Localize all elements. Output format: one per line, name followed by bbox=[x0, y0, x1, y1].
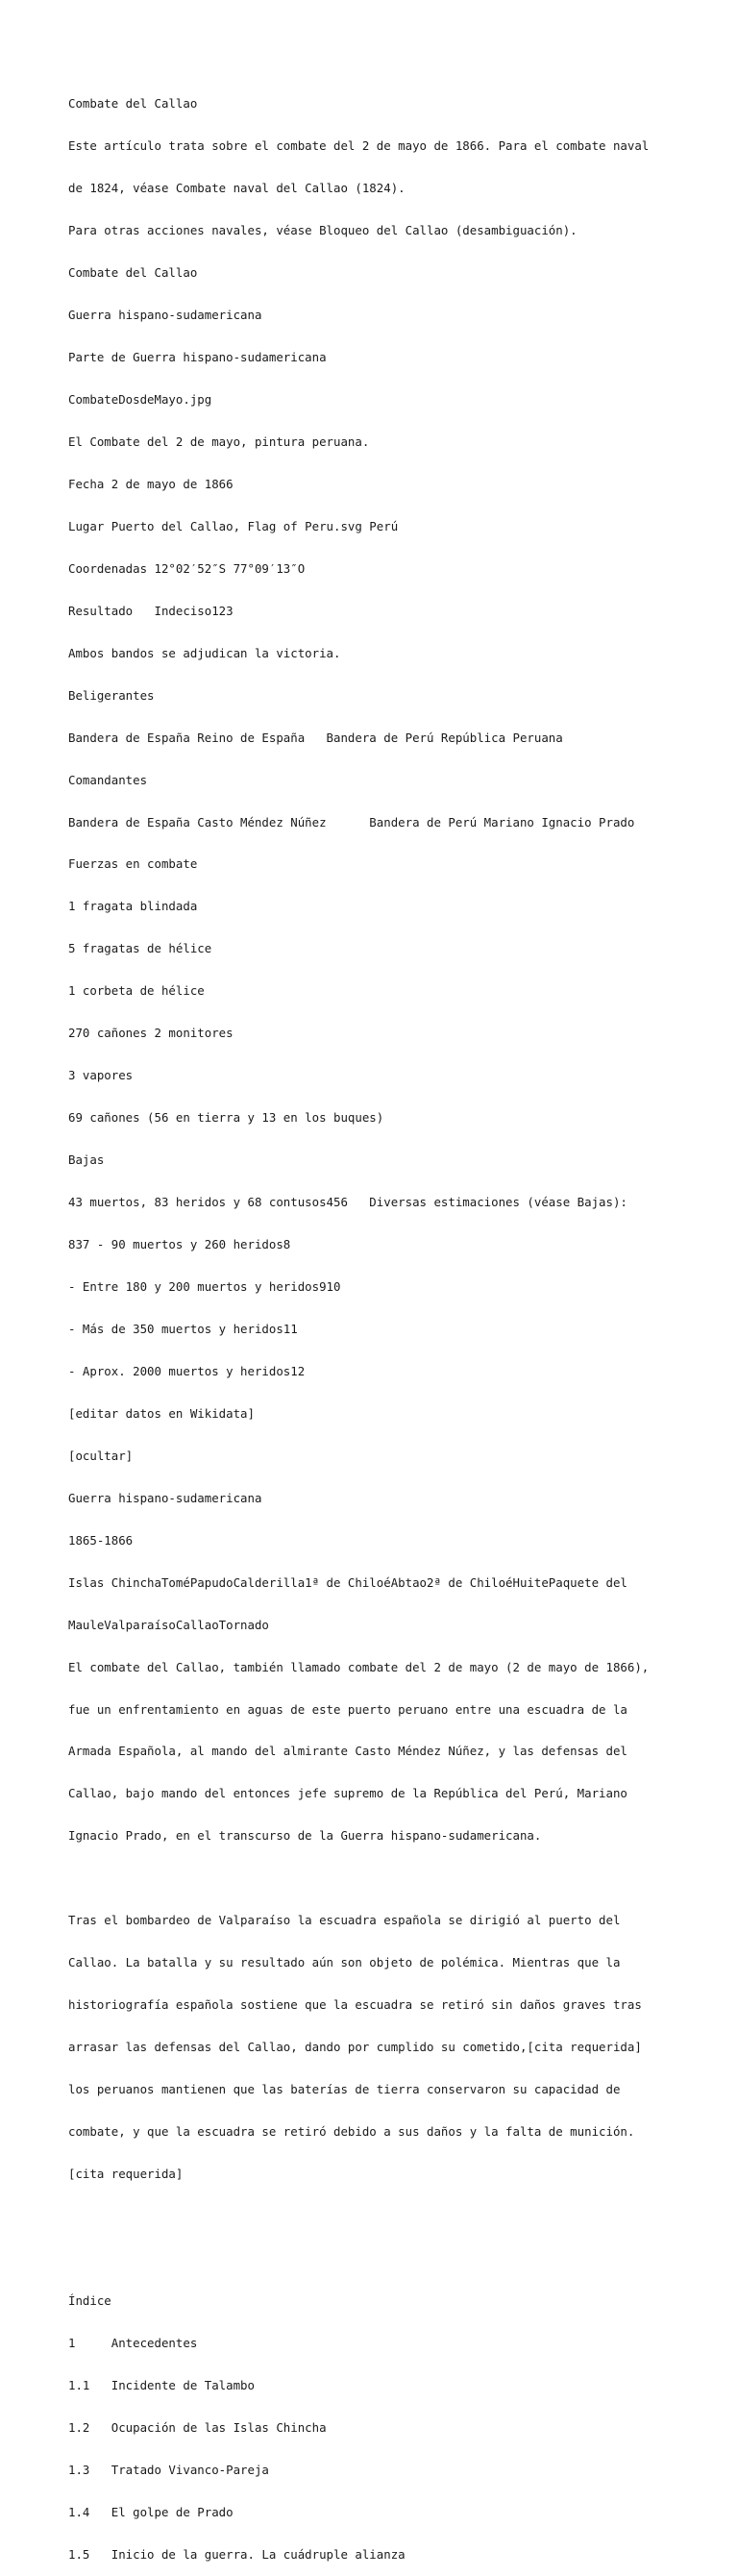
intro-paragraph-line: El combate del Callao, también llamado combate del 2 de mayo (2 de mayo de 1866), bbox=[68, 1659, 650, 1674]
infobox-casualties-heading: Bajas bbox=[68, 1152, 105, 1168]
edit-wikidata-link[interactable]: [editar datos en Wikidata] bbox=[68, 1405, 255, 1421]
second-paragraph-line: Tras el bombardeo de Valparaíso la escuadra española se dirigió al puerto del bbox=[68, 1913, 621, 1928]
infobox-war: Guerra hispano-sudamericana bbox=[68, 308, 262, 323]
intro-paragraph-line: Callao, bajo mando del entonces jefe supremo de la República del Perú, Mariano bbox=[68, 1786, 627, 1801]
infobox-commanders-heading: Comandantes bbox=[68, 772, 148, 787]
navbox-years: 1865-1866 bbox=[68, 1532, 134, 1548]
navbox-battles: MauleValparaísoCallaoTornado bbox=[68, 1617, 269, 1632]
document-body bbox=[68, 69, 683, 2576]
infobox-forces-item: 1 fragata blindada bbox=[68, 899, 198, 914]
second-paragraph-line: Callao. La batalla y su resultado aún son objeto de polémica. Mientras que la bbox=[68, 1955, 621, 1970]
navbox-battles: Islas ChinchaToméPapudoCalderilla1ª de ChiloéAbtao2ª de ChiloéHuitePaquete del bbox=[68, 1574, 627, 1590]
toc-item[interactable]: 1.1 Incidente de Talambo bbox=[68, 2377, 255, 2392]
toc-item[interactable]: 1 Antecedentes bbox=[68, 2335, 198, 2350]
infobox-commanders: Bandera de España Casto Méndez Núñez Bandera de Perú Mariano Ignacio Prado bbox=[68, 814, 635, 830]
infobox-date: Fecha 2 de mayo de 1866 bbox=[68, 476, 234, 491]
infobox-casualties-item: 837 - 90 muertos y 260 heridos8 bbox=[68, 1237, 291, 1252]
second-paragraph-line: historiografía española sostiene que la escuadra se retiró sin daños graves tras bbox=[68, 1997, 642, 2013]
toc-heading: Índice bbox=[68, 2292, 111, 2308]
infobox-casualties-item: - Entre 180 y 200 muertos y heridos910 bbox=[68, 1279, 341, 1294]
infobox-place: Lugar Puerto del Callao, Flag of Peru.svg Perú bbox=[68, 518, 399, 533]
intro-paragraph-line: Ignacio Prado, en el transcurso de la Guerra hispano-sudamericana. bbox=[68, 1828, 542, 1844]
infobox-part-of: Parte de Guerra hispano-sudamericana bbox=[68, 350, 327, 365]
toc-item[interactable]: 1.2 Ocupación de las Islas Chincha bbox=[68, 2419, 327, 2435]
infobox-belligerents-heading: Beligerantes bbox=[68, 687, 155, 703]
citation-needed: [cita requerida] bbox=[68, 2167, 184, 2182]
second-paragraph-line: los peruanos mantienen que las baterías de tierra conservaron su capacidad de bbox=[68, 2082, 621, 2097]
document-title: Combate del Callao bbox=[68, 96, 198, 111]
infobox-coordinates: Coordenadas 12°02′52″S 77°09′13″O bbox=[68, 560, 306, 576]
infobox-casualties-item: 43 muertos, 83 heridos y 68 contusos456 Diversas estimaciones (véase Bajas): bbox=[68, 1195, 627, 1210]
intro-paragraph-line: Armada Española, al mando del almirante Casto Méndez Núñez, y las defensas del bbox=[68, 1744, 627, 1759]
navbox-title: Guerra hispano-sudamericana bbox=[68, 1490, 262, 1505]
infobox-forces-heading: Fuerzas en combate bbox=[68, 856, 198, 872]
blank-line bbox=[68, 2252, 683, 2266]
disambiguation-note: de 1824, véase Combate naval del Callao (1824). bbox=[68, 181, 406, 196]
toc-item[interactable]: 1.3 Tratado Vivanco-Pareja bbox=[68, 2462, 269, 2477]
infobox-forces-item: 1 corbeta de hélice bbox=[68, 983, 205, 999]
toc-item[interactable]: 1.5 Inicio de la guerra. La cuádruple alianza bbox=[68, 2546, 406, 2562]
blank-line bbox=[68, 2210, 683, 2224]
toc-item[interactable]: 1.4 El golpe de Prado bbox=[68, 2504, 234, 2519]
infobox-title: Combate del Callao bbox=[68, 265, 198, 281]
infobox-image-name: CombateDosdeMayo.jpg bbox=[68, 391, 212, 407]
disambiguation-note: Para otras acciones navales, véase Bloqueo del Callao (desambiguación). bbox=[68, 223, 578, 238]
infobox-result-note: Ambos bandos se adjudican la victoria. bbox=[68, 645, 341, 660]
second-paragraph-line: combate, y que la escuadra se retiró debido a sus daños y la falta de munición. bbox=[68, 2124, 635, 2140]
infobox-result: Resultado Indeciso123 bbox=[68, 603, 234, 618]
infobox-casualties-item: - Más de 350 muertos y heridos11 bbox=[68, 1321, 298, 1336]
second-paragraph-line: arrasar las defensas del Callao, dando por cumplido su cometido,[cita requerida] bbox=[68, 2040, 642, 2055]
intro-paragraph-line: fue un enfrentamiento en aguas de este puerto peruano entre una escuadra de la bbox=[68, 1701, 627, 1717]
infobox-image-caption: El Combate del 2 de mayo, pintura peruana. bbox=[68, 433, 370, 449]
infobox-forces-item: 270 cañones 2 monitores bbox=[68, 1026, 234, 1041]
infobox-casualties-item: - Aprox. 2000 muertos y heridos12 bbox=[68, 1363, 306, 1378]
infobox-forces-item: 3 vapores bbox=[68, 1068, 134, 1083]
infobox-forces-item: 69 cañones (56 en tierra y 13 en los buques) bbox=[68, 1110, 384, 1126]
infobox-forces-item: 5 fragatas de hélice bbox=[68, 941, 212, 956]
blank-line bbox=[68, 1871, 683, 1886]
infobox-belligerents: Bandera de España Reino de España Bandera de Perú República Peruana bbox=[68, 730, 563, 745]
disambiguation-note: Este artículo trata sobre el combate del 2 de mayo de 1866. Para el combate naval bbox=[68, 138, 650, 154]
hide-toggle-link[interactable]: [ocultar] bbox=[68, 1448, 134, 1463]
